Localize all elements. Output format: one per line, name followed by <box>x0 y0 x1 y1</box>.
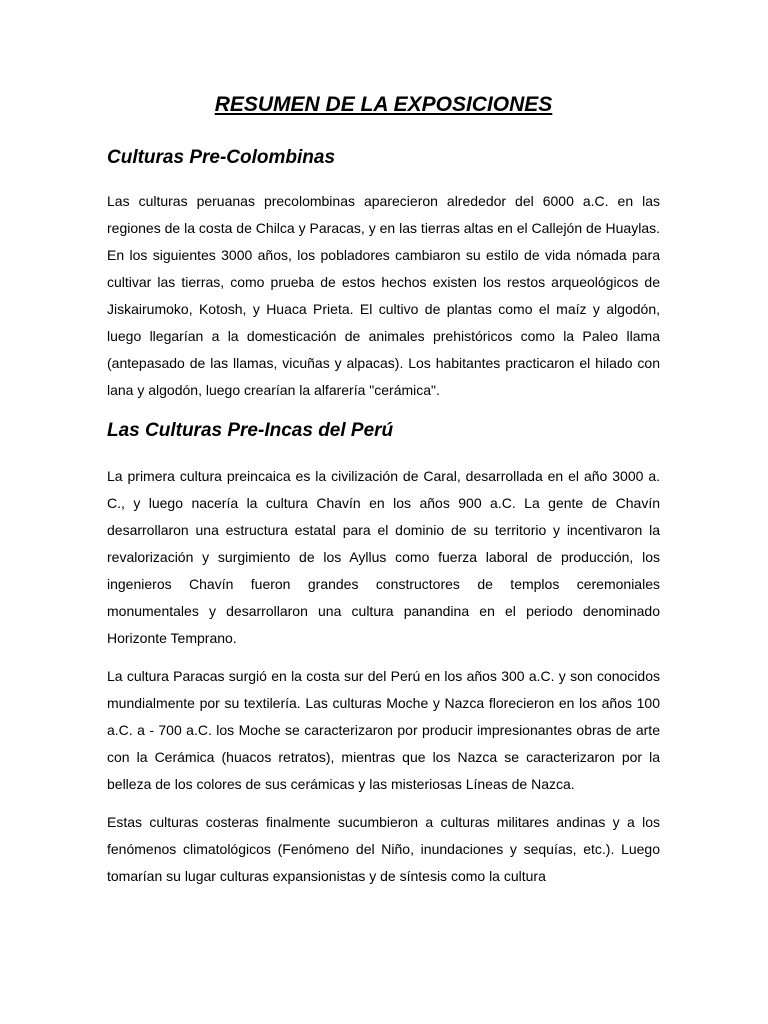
paragraph-pre-colombinas: Las culturas peruanas precolombinas aparecieron alrededor del 6000 a.C. en las regiones de la costa de Chilca y Paracas, y en las tierras altas en el Callejón de Huaylas. En los siguientes 3000 años, los pobladores cambiaron su estilo de vida nómada para cultivar las tierras, como prueba de estos hechos existen los restos arqueológicos de Jiskairumoko, Kotosh, y Huaca Prieta. El cultivo de plantas como el maíz y algodón, luego llegarían a la domesticación de animales prehistóricos como la Paleo llama (antepasado de las llamas, vicuñas y alpacas). Los habitantes practicaron el hilado con lana y algodón, luego crearían la alfarería "cerámica". <box>107 193 660 398</box>
document-page <box>107 92 660 890</box>
document-title: RESUMEN DE LA EXPOSICIONES <box>214 93 553 116</box>
section-heading-pre-incas: Las Culturas Pre-Incas del Perú <box>107 420 394 441</box>
paragraph-culturas-costeras: Estas culturas costeras finalmente sucumbieron a culturas militares andinas y a los fenómenos climatológicos (Fenómeno del Niño, inundaciones y sequías, etc.). Luego tomarían su lugar culturas expansionistas y de síntesis como la cultura <box>107 814 660 884</box>
paragraph-caral-chavin: La primera cultura preincaica es la civilización de Caral, desarrollada en el año 3000 a. C., y luego nacería la cultura Chavín en los años 900 a.C. La gente de Chavín desarrollaron una estructura estatal para el dominio de su territorio y incentivaron la revalorización y surgimiento de los Ayllus como fuerza laboral de producción, los ingenieros Chavín fueron grandes constructores de templos ceremoniales monumentales y desarrollaron una cultura panandina en el periodo denominado Horizonte Temprano. <box>107 468 660 646</box>
paragraph-paracas-moche-nazca: La cultura Paracas surgió en la costa sur del Perú en los años 300 a.C. y son conocidos mundialmente por su textilería. Las culturas Moche y Nazca florecieron en los años 100 a.C. a - 700 a.C. los Moche se caracterizaron por producir impresionantes obras de arte con la Cerámica (huacos retratos), mientras que los Nazca se caracterizaron por la belleza de los colores de sus cerámicas y las misteriosas Líneas de Nazca. <box>107 668 660 792</box>
section-heading-pre-colombinas: Culturas Pre-Colombinas <box>107 147 336 168</box>
